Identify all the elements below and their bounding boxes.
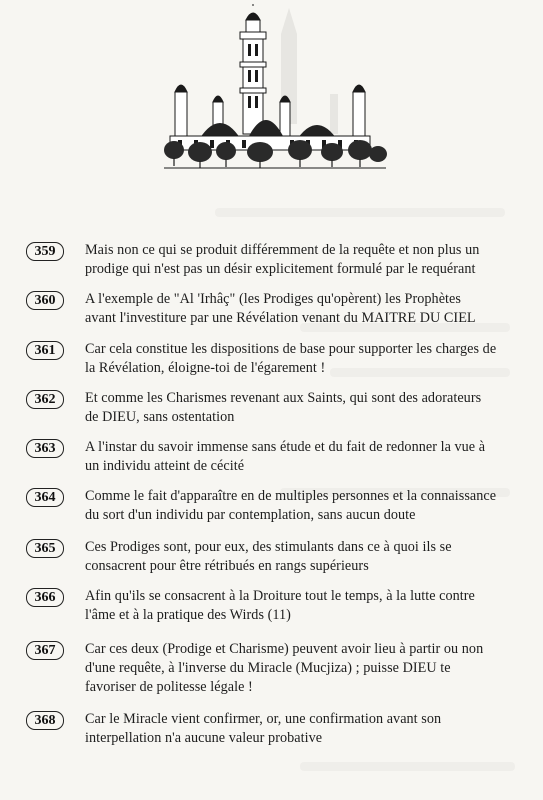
verse-line: un individu atteint de cécité [85, 458, 245, 474]
verse-363 [26, 438, 531, 484]
verse-number-badge: 363 [26, 439, 64, 458]
verse-line: consacrent pour être rétribués en rangs supérieurs [85, 558, 369, 574]
verse-text [85, 340, 529, 378]
verse-361 [26, 340, 531, 386]
verse-line: Ces Prodiges sont, pour eux, des stimulants dans ce à quoi ils se [85, 539, 452, 555]
verse-number-badge: 368 [26, 711, 64, 730]
verse-line: A l'exemple de "Al 'Irhâç" (les Prodiges qu'opèrent) les Prophètes [85, 291, 461, 307]
verse-line: avant l'investiture par une Révélation venant du MAITRE DU CIEL [85, 310, 476, 326]
verse-number-badge: 361 [26, 341, 64, 360]
verse-line: de DIEU, sans ostentation [85, 409, 235, 425]
verse-line: A l'instar du savoir immense sans étude et du fait de redonner la vue à [85, 439, 486, 455]
verse-line: Car le Miracle vient confirmer, or, une confirmation avant son [85, 711, 442, 727]
verse-line: l'âme et à la pratique des Wirds (11) [85, 607, 291, 623]
verse-number-badge: 362 [26, 390, 64, 409]
verse-362 [26, 389, 531, 435]
verse-line: favoriser de politesse légale ! [85, 679, 253, 695]
verse-number-badge: 365 [26, 539, 64, 558]
verse-text [85, 290, 529, 328]
verse-text [85, 438, 529, 476]
verse-367 [26, 640, 531, 706]
verse-line: la Révélation, éloigne-toi de l'égarement ! [85, 360, 326, 376]
verse-text [85, 389, 529, 427]
verse-text [85, 487, 529, 525]
verse-line: du sort d'un individu par contemplation, sans aucun doute [85, 507, 416, 523]
verse-text [85, 640, 529, 697]
verse-number-badge: 367 [26, 641, 64, 660]
verse-line: Mais non ce qui se produit différemment de la requête et non plus un [85, 242, 480, 258]
verse-line: Car cela constitue les dispositions de base pour supporter les charges de [85, 341, 497, 357]
verse-number-badge: 366 [26, 588, 64, 607]
verse-line: interpellation n'a aucune valeur probative [85, 730, 323, 746]
verse-text [85, 587, 529, 625]
verse-line: Afin qu'ils se consacrent à la Droiture tout le temps, à la lutte contre [85, 588, 475, 604]
verse-text [85, 241, 529, 279]
verse-number-badge: 360 [26, 291, 64, 310]
verse-text [85, 538, 529, 576]
verse-368 [26, 710, 531, 756]
verse-366 [26, 587, 531, 633]
verse-text [85, 710, 529, 748]
verse-line: prodige qui n'est pas un désir explicitement formulé par le requérant [85, 261, 476, 277]
mosque-illustration [160, 4, 390, 172]
verse-number-badge: 364 [26, 488, 64, 507]
verse-365 [26, 538, 531, 584]
verse-line: d'une requête, à l'inverse du Miracle (Mucjiza) ; puisse DIEU te [85, 660, 451, 676]
verse-360 [26, 290, 531, 336]
verse-number-badge: 359 [26, 242, 64, 261]
verse-364 [26, 487, 531, 533]
verse-line: Et comme les Charismes revenant aux Saints, qui sont des adorateurs [85, 390, 482, 406]
verse-line: Comme le fait d'apparaître en de multiples personnes et la connaissance [85, 488, 497, 504]
verse-359 [26, 241, 531, 287]
verse-line: Car ces deux (Prodige et Charisme) peuvent avoir lieu à partir ou non [85, 641, 484, 657]
